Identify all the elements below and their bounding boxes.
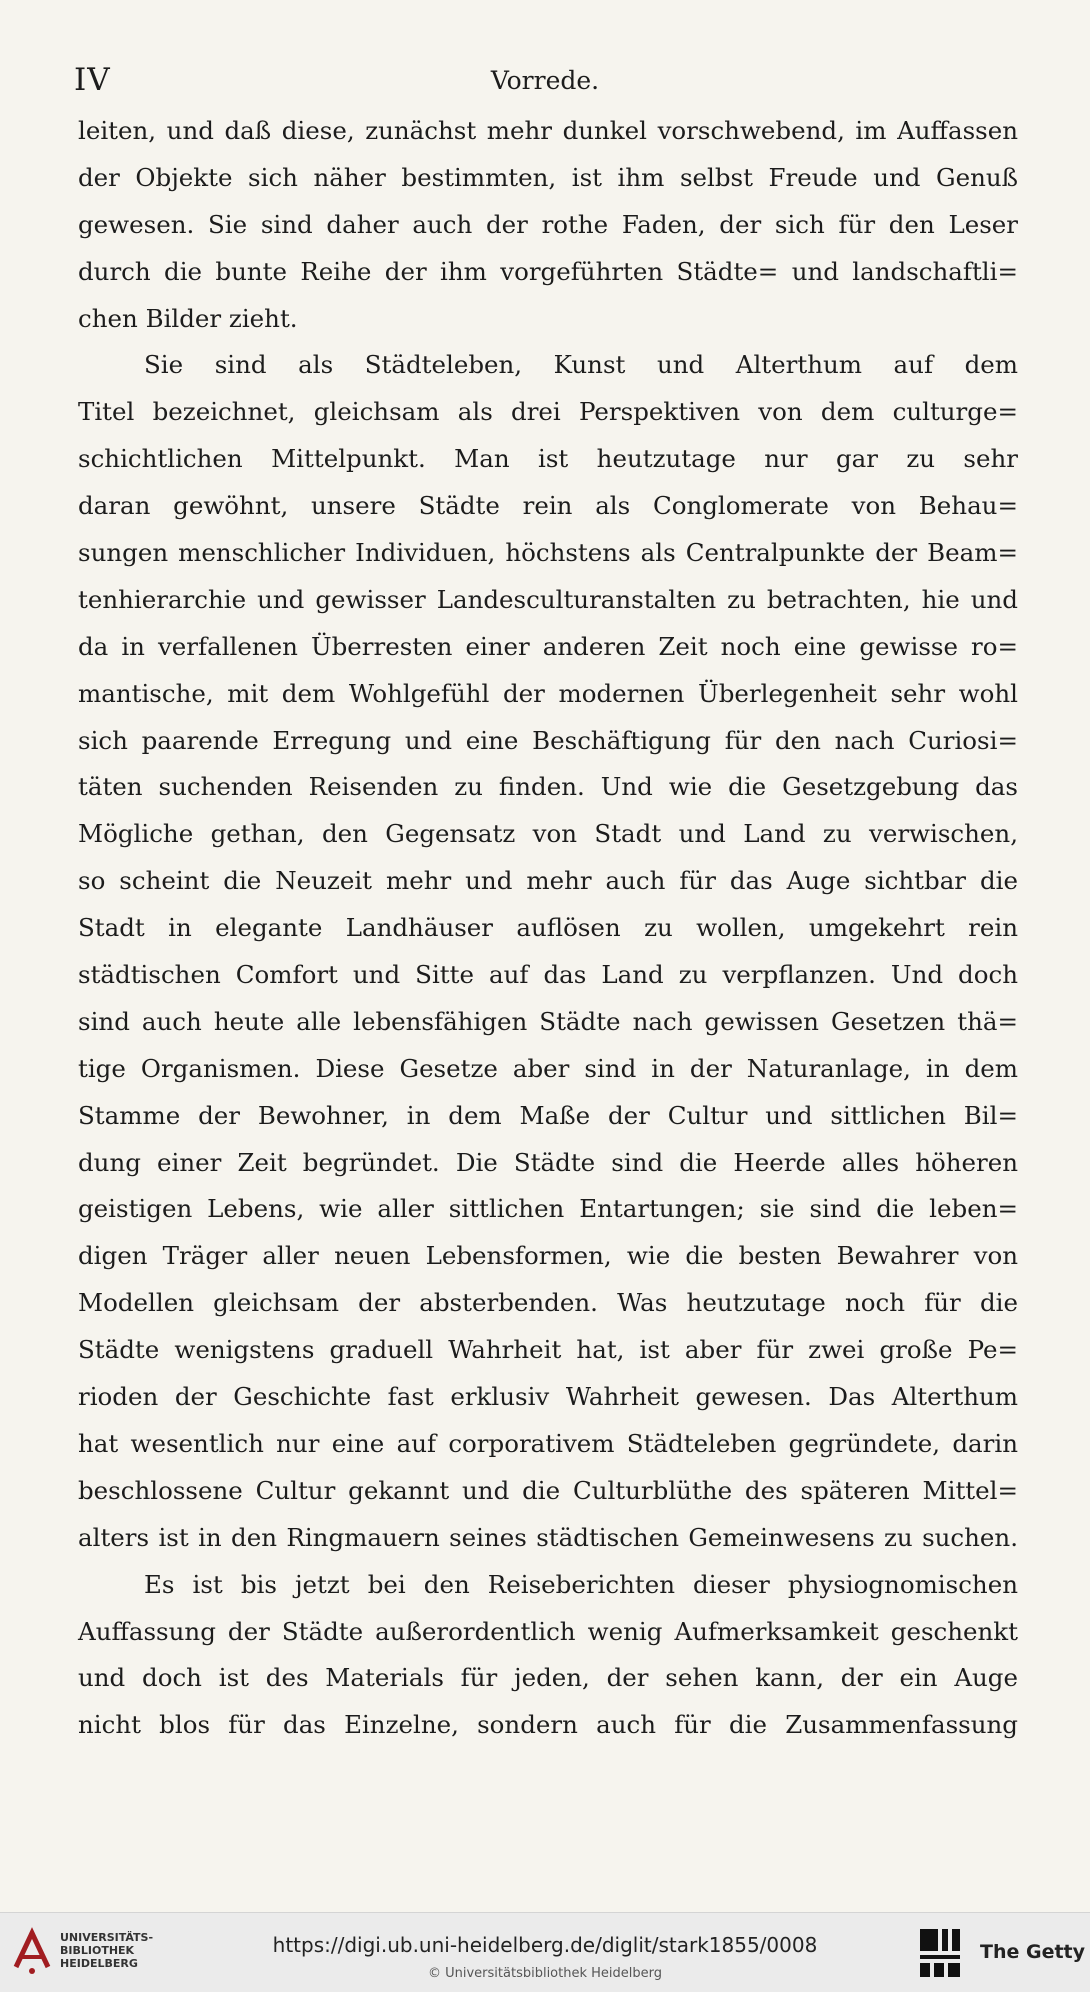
- text-line: tige Organismen. Diese Gesetze aber sind in der Naturanlage, in dem: [78, 1053, 1018, 1083]
- text-line: beschlossene Cultur gekannt und die Culturblüthe des späteren Mittel=: [78, 1475, 1018, 1505]
- permalink-url[interactable]: https://digi.ub.uni-heidelberg.de/diglit/stark1855/0008: [272, 1933, 818, 1957]
- viewer-footer: [0, 1912, 1090, 1992]
- text-line: so scheint die Neuzeit mehr und mehr auch für das Auge sichtbar die: [78, 866, 1018, 896]
- text-line: rioden der Geschichte fast erklusiv Wahrheit gewesen. Das Alterthum: [78, 1382, 1018, 1412]
- copyright-notice: © Universitätsbibliothek Heidelberg: [427, 1966, 662, 1981]
- text-line: Sie sind als Städteleben, Kunst und Alterthum auf dem: [144, 350, 1018, 380]
- text-line: täten suchenden Reisenden zu finden. Und wie die Gesetzgebung das: [78, 772, 1018, 802]
- text-line: der Objekte sich näher bestimmten, ist ihm selbst Freude und Genuß: [78, 162, 1018, 192]
- page-number: IV: [74, 62, 111, 98]
- text-line: leiten, und daß diese, zunächst mehr dunkel vorschwebend, im Auffassen: [78, 116, 1018, 145]
- text-line: digen Träger aller neuen Lebensformen, wie die besten Bewahrer von: [78, 1241, 1018, 1271]
- text-line: sungen menschlicher Individuen, höchstens als Centralpunkte der Beam=: [78, 538, 1018, 568]
- text-line: Mögliche gethan, den Gegensatz von Stadt und Land zu verwischen,: [78, 819, 1018, 849]
- text-line: mantische, mit dem Wohlgefühl der modernen Überlegenheit sehr wohl: [78, 678, 1018, 708]
- text-line: sich paarende Erregung und eine Beschäftigung für den nach Curiosi=: [78, 725, 1018, 755]
- text-line: da in verfallenen Überresten einer anderen Zeit noch eine gewisse ro=: [78, 631, 1018, 661]
- text-line: durch die bunte Reihe der ihm vorgeführten Städte= und landschaftli=: [78, 256, 1018, 286]
- text-line: Stadt in elegante Landhäuser auflösen zu wollen, umgekehrt rein: [78, 913, 1018, 943]
- text-line: und doch ist des Materials für jeden, der sehen kann, der ein Auge: [78, 1663, 1018, 1693]
- text-line: schichtlichen Mittelpunkt. Man ist heutzutage nur gar zu sehr: [78, 444, 1018, 474]
- text-line: Titel bezeichnet, gleichsam als drei Perspektiven von dem culturge=: [78, 397, 1018, 427]
- text-line: Es ist bis jetzt bei den Reiseberichten dieser physiognomischen: [144, 1569, 1018, 1599]
- text-line: dung einer Zeit begründet. Die Städte sind die Heerde alles höheren: [78, 1147, 1018, 1177]
- text-line: gewesen. Sie sind daher auch der rothe Faden, der sich für den Leser: [78, 209, 1018, 239]
- text-line: sind auch heute alle lebensfähigen Städte nach gewissen Gesetzen thä=: [78, 1006, 1018, 1036]
- text-line: Modellen gleichsam der absterbenden. Was heutzutage noch für die: [78, 1288, 1018, 1318]
- text-line: städtischen Comfort und Sitte auf das Land zu verpflanzen. Und doch: [78, 960, 1018, 990]
- library-name: UNIVERSITÄTS- BIBLIOTHEK HEIDELBERG: [60, 1931, 154, 1970]
- text-line: hat wesentlich nur eine auf corporativem Städteleben gegründete, darin: [78, 1428, 1018, 1458]
- text-line: chen Bilder zieht.: [78, 303, 298, 333]
- text-line: nicht blos für das Einzelne, sondern auch für die Zusammenfassung: [78, 1710, 1018, 1740]
- body-text: [78, 108, 1018, 1749]
- text-line: tenhierarchie und gewisser Landesculturanstalten zu betrachten, hie und: [78, 584, 1018, 614]
- text-line: Städte wenigstens graduell Wahrheit hat, ist aber für zwei große Pe=: [78, 1335, 1018, 1365]
- running-title: Vorrede.: [490, 66, 600, 95]
- text-line: alters ist in den Ringmauern seines städtischen Gemeinwesens zu suchen.: [78, 1522, 1018, 1552]
- getty-logo-icon: [918, 1927, 962, 1979]
- text-line: Stamme der Bewohner, in dem Maße der Cultur und sittlichen Bil=: [78, 1100, 1018, 1130]
- text-line: daran gewöhnt, unsere Städte rein als Conglomerate von Behau=: [78, 491, 1018, 521]
- text-line: Auffassung der Städte außerordentlich wenig Aufmerksamkeit geschenkt: [78, 1616, 1018, 1646]
- text-line: geistigen Lebens, wie aller sittlichen Entartungen; sie sind die leben=: [78, 1194, 1018, 1224]
- partner-name: The Getty: [980, 1941, 1086, 1963]
